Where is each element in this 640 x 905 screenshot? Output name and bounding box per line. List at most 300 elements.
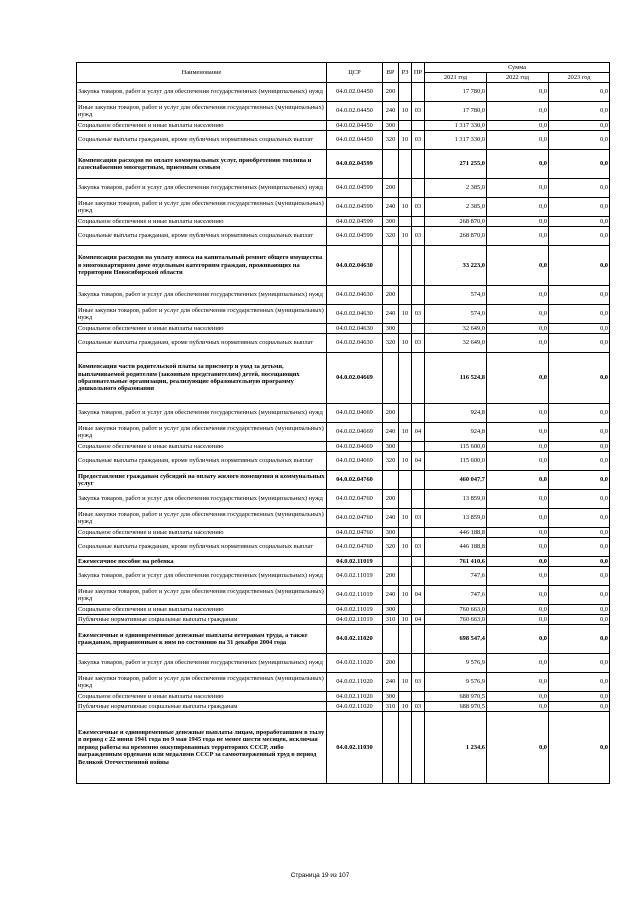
cell-name: Социальное обеспечение и иные выплаты населению — [77, 528, 327, 538]
table-row — [77, 452, 610, 471]
cell-csr: 04.0.02.11020 — [327, 625, 383, 654]
table-row — [77, 538, 610, 557]
cell-rz — [399, 246, 412, 286]
header-year-2023: 2023 год — [549, 73, 610, 83]
table-row — [77, 692, 610, 702]
cell-sum-2021: 268 870,0 — [425, 217, 487, 227]
cell-pr: 03 — [412, 538, 425, 557]
cell-csr: 04.0.02.04450 — [327, 102, 383, 121]
cell-sum-2022: 0,0 — [487, 404, 549, 423]
table-row — [77, 131, 610, 150]
cell-name: Социальные выплаты гражданам, кроме публичных нормативных социальных выплат — [77, 227, 327, 246]
cell-sum-2022: 0,0 — [487, 334, 549, 353]
cell-sum-2021: 33 223,0 — [425, 246, 487, 286]
cell-pr: 04 — [412, 423, 425, 442]
cell-sum-2023: 0,0 — [549, 605, 610, 615]
cell-name: Социальные выплаты гражданам, кроме публичных нормативных социальных выплат — [77, 334, 327, 353]
cell-sum-2022: 0,0 — [487, 528, 549, 538]
cell-sum-2022: 0,0 — [487, 557, 549, 567]
cell-csr: 04.0.02.04760 — [327, 490, 383, 509]
table-body — [77, 83, 610, 784]
cell-name: Социальное обеспечение и иные выплаты населению — [77, 217, 327, 227]
cell-sum-2023: 0,0 — [549, 217, 610, 227]
cell-sum-2023: 0,0 — [549, 509, 610, 528]
cell-rz — [399, 605, 412, 615]
cell-vr: 240 — [383, 102, 399, 121]
table-row — [77, 625, 610, 654]
cell-rz: 10 — [399, 452, 412, 471]
cell-name: Социальные выплаты гражданам, кроме публичных нормативных социальных выплат — [77, 131, 327, 150]
cell-rz: 10 — [399, 702, 412, 712]
cell-sum-2022: 0,0 — [487, 83, 549, 102]
page-number-footer: Страница 19 из 107 — [290, 872, 350, 879]
cell-pr: 03 — [412, 509, 425, 528]
header-rz: РЗ — [399, 63, 412, 83]
cell-pr — [412, 442, 425, 452]
cell-sum-2021: 115 600,0 — [425, 442, 487, 452]
cell-vr: 200 — [383, 404, 399, 423]
header-pr: ПР — [412, 63, 425, 83]
cell-vr: 200 — [383, 654, 399, 673]
cell-name: Публичные нормативные социальные выплаты гражданам — [77, 702, 327, 712]
table-row — [77, 471, 610, 490]
cell-csr: 04.0.02.04450 — [327, 83, 383, 102]
cell-name: Социальные выплаты гражданам, кроме публичных нормативных социальных выплат — [77, 452, 327, 471]
cell-sum-2022: 0,0 — [487, 673, 549, 692]
cell-sum-2022: 0,0 — [487, 353, 549, 404]
cell-name: Предоставление гражданам субсидий на оплату жилого помещения и коммунальных услуг — [77, 471, 327, 490]
table-row — [77, 702, 610, 712]
cell-pr: 04 — [412, 452, 425, 471]
table-row — [77, 423, 610, 442]
cell-rz — [399, 179, 412, 198]
cell-pr: 03 — [412, 673, 425, 692]
cell-pr — [412, 625, 425, 654]
cell-csr: 04.0.02.11019 — [327, 586, 383, 605]
cell-csr: 04.0.02.04599 — [327, 198, 383, 217]
table-row — [77, 490, 610, 509]
cell-sum-2022: 0,0 — [487, 121, 549, 131]
cell-rz — [399, 353, 412, 404]
cell-rz — [399, 692, 412, 702]
cell-sum-2022: 0,0 — [487, 217, 549, 227]
cell-rz: 10 — [399, 131, 412, 150]
cell-csr: 04.0.02.04760 — [327, 471, 383, 490]
cell-csr: 04.0.02.04630 — [327, 334, 383, 353]
cell-sum-2021: 9 576,9 — [425, 673, 487, 692]
cell-pr — [412, 557, 425, 567]
cell-vr — [383, 557, 399, 567]
cell-rz: 10 — [399, 673, 412, 692]
cell-name: Публичные нормативные социальные выплаты гражданам — [77, 615, 327, 625]
cell-sum-2022: 0,0 — [487, 150, 549, 179]
cell-sum-2021: 271 255,0 — [425, 150, 487, 179]
cell-sum-2021: 13 859,0 — [425, 490, 487, 509]
cell-csr: 04.0.02.04630 — [327, 286, 383, 305]
cell-sum-2022: 0,0 — [487, 654, 549, 673]
cell-sum-2021: 924,8 — [425, 404, 487, 423]
cell-csr: 04.0.02.04760 — [327, 538, 383, 557]
cell-sum-2023: 0,0 — [549, 227, 610, 246]
cell-sum-2022: 0,0 — [487, 692, 549, 702]
cell-pr: 03 — [412, 702, 425, 712]
cell-sum-2022: 0,0 — [487, 324, 549, 334]
cell-csr: 04.0.02.04669 — [327, 353, 383, 404]
table-row — [77, 305, 610, 324]
cell-vr — [383, 246, 399, 286]
cell-name: Иные закупки товаров, работ и услуг для обеспечения государственных (муниципальных) нужд — [77, 198, 327, 217]
cell-sum-2021: 116 524,8 — [425, 353, 487, 404]
cell-sum-2021: 688 970,5 — [425, 692, 487, 702]
cell-vr: 300 — [383, 324, 399, 334]
table-row — [77, 567, 610, 586]
cell-sum-2021: 760 663,0 — [425, 605, 487, 615]
cell-vr: 300 — [383, 217, 399, 227]
cell-name: Социальное обеспечение и иные выплаты населению — [77, 605, 327, 615]
table-row — [77, 102, 610, 121]
cell-sum-2021: 2 385,0 — [425, 179, 487, 198]
table-row — [77, 324, 610, 334]
header-vr: ВР — [383, 63, 399, 83]
cell-vr: 240 — [383, 305, 399, 324]
cell-pr — [412, 121, 425, 131]
cell-vr: 200 — [383, 490, 399, 509]
cell-sum-2023: 0,0 — [549, 324, 610, 334]
cell-vr: 320 — [383, 538, 399, 557]
cell-name: Иные закупки товаров, работ и услуг для обеспечения государственных (муниципальных) нужд — [77, 423, 327, 442]
cell-sum-2021: 574,0 — [425, 305, 487, 324]
header-year-2022: 2022 год — [487, 73, 549, 83]
cell-sum-2023: 0,0 — [549, 490, 610, 509]
cell-vr: 320 — [383, 334, 399, 353]
cell-pr — [412, 286, 425, 305]
header-sum: Сумма — [425, 63, 610, 73]
cell-rz — [399, 324, 412, 334]
cell-vr: 240 — [383, 509, 399, 528]
cell-sum-2022: 0,0 — [487, 423, 549, 442]
cell-vr — [383, 712, 399, 784]
cell-pr: 03 — [412, 305, 425, 324]
cell-sum-2021: 268 870,0 — [425, 227, 487, 246]
cell-csr: 04.0.02.04450 — [327, 131, 383, 150]
cell-sum-2021: 698 547,4 — [425, 625, 487, 654]
cell-vr: 320 — [383, 131, 399, 150]
table-row — [77, 150, 610, 179]
cell-name: Ежемесячные и единовременные денежные выплаты лицам, проработавшим в тылу в период с 22 июня 1941 года по 9 мая 1945 года не менее шести месяцев, исключая период работы на временно оккупированных территориях СССР, либо награжденным орденами или медалями СССР за самоотверженный труд в период Великой Отечественной войны — [77, 712, 327, 784]
cell-vr: 300 — [383, 605, 399, 615]
cell-csr: 04.0.02.04760 — [327, 528, 383, 538]
cell-sum-2023: 0,0 — [549, 586, 610, 605]
cell-sum-2021: 747,6 — [425, 567, 487, 586]
cell-sum-2021: 13 859,0 — [425, 509, 487, 528]
cell-name: Социальные выплаты гражданам, кроме публичных нормативных социальных выплат — [77, 538, 327, 557]
cell-vr: 200 — [383, 83, 399, 102]
cell-vr — [383, 625, 399, 654]
cell-sum-2023: 0,0 — [549, 712, 610, 784]
cell-name: Ежемесячные и единовременные денежные выплаты ветеранам труда, а также гражданам, приравненным к ним по состоянию на 31 декабря 2004 года — [77, 625, 327, 654]
cell-name: Закупка товаров, работ и услуг для обеспечения государственных (муниципальных) нужд — [77, 179, 327, 198]
cell-sum-2021: 32 649,0 — [425, 334, 487, 353]
cell-sum-2023: 0,0 — [549, 702, 610, 712]
cell-pr: 04 — [412, 586, 425, 605]
cell-pr — [412, 217, 425, 227]
cell-rz — [399, 567, 412, 586]
cell-rz: 10 — [399, 423, 412, 442]
cell-sum-2023: 0,0 — [549, 442, 610, 452]
cell-name: Закупка товаров, работ и услуг для обеспечения государственных (муниципальных) нужд — [77, 286, 327, 305]
table-row — [77, 605, 610, 615]
cell-sum-2022: 0,0 — [487, 509, 549, 528]
cell-name: Компенсация расходов на уплату взноса на капитальный ремонт общего имущества в многоквартирном доме отдельным категориям граждан, проживающих на территории Новосибирской области — [77, 246, 327, 286]
cell-rz: 10 — [399, 509, 412, 528]
cell-name: Закупка товаров, работ и услуг для обеспечения государственных (муниципальных) нужд — [77, 490, 327, 509]
budget-table — [76, 62, 610, 784]
cell-csr: 04.0.02.04669 — [327, 442, 383, 452]
table-row — [77, 246, 610, 286]
cell-csr: 04.0.02.11019 — [327, 557, 383, 567]
cell-name: Иные закупки товаров, работ и услуг для обеспечения государственных (муниципальных) нужд — [77, 509, 327, 528]
cell-sum-2023: 0,0 — [549, 673, 610, 692]
cell-name: Иные закупки товаров, работ и услуг для обеспечения государственных (муниципальных) нужд — [77, 102, 327, 121]
cell-csr: 04.0.02.04669 — [327, 452, 383, 471]
cell-name: Социальное обеспечение и иные выплаты населению — [77, 324, 327, 334]
cell-rz — [399, 83, 412, 102]
cell-csr: 04.0.02.11020 — [327, 692, 383, 702]
table-row — [77, 615, 610, 625]
cell-vr: 200 — [383, 179, 399, 198]
cell-vr: 240 — [383, 586, 399, 605]
cell-csr: 04.0.02.04630 — [327, 324, 383, 334]
cell-csr: 04.0.02.11019 — [327, 605, 383, 615]
cell-vr: 300 — [383, 692, 399, 702]
cell-name: Компенсация части родительской платы за присмотр и уход за детьми, выплачиваемой родителям (законным представителям) детей, посещающих образовательные организации, реализующие образовательную программу дошкольного образования — [77, 353, 327, 404]
cell-sum-2023: 0,0 — [549, 452, 610, 471]
cell-rz: 10 — [399, 538, 412, 557]
cell-sum-2021: 2 385,0 — [425, 198, 487, 217]
cell-sum-2023: 0,0 — [549, 528, 610, 538]
cell-sum-2023: 0,0 — [549, 692, 610, 702]
cell-sum-2022: 0,0 — [487, 615, 549, 625]
cell-sum-2023: 0,0 — [549, 404, 610, 423]
cell-sum-2021: 17 780,0 — [425, 102, 487, 121]
cell-sum-2023: 0,0 — [549, 83, 610, 102]
cell-pr — [412, 150, 425, 179]
cell-sum-2021: 574,0 — [425, 286, 487, 305]
cell-sum-2023: 0,0 — [549, 334, 610, 353]
cell-name: Закупка товаров, работ и услуг для обеспечения государственных (муниципальных) нужд — [77, 83, 327, 102]
table-row — [77, 557, 610, 567]
cell-sum-2023: 0,0 — [549, 567, 610, 586]
cell-sum-2022: 0,0 — [487, 538, 549, 557]
cell-sum-2022: 0,0 — [487, 131, 549, 150]
cell-pr: 04 — [412, 615, 425, 625]
cell-rz — [399, 286, 412, 305]
cell-sum-2022: 0,0 — [487, 471, 549, 490]
cell-sum-2021: 688 970,5 — [425, 702, 487, 712]
cell-sum-2021: 1 234,6 — [425, 712, 487, 784]
cell-sum-2023: 0,0 — [549, 615, 610, 625]
cell-sum-2021: 760 663,0 — [425, 615, 487, 625]
header-year-2021: 2021 год — [425, 73, 487, 83]
cell-vr — [383, 353, 399, 404]
cell-vr: 320 — [383, 227, 399, 246]
cell-pr — [412, 712, 425, 784]
table-row — [77, 404, 610, 423]
cell-vr: 300 — [383, 121, 399, 131]
cell-name: Социальное обеспечение и иные выплаты населению — [77, 692, 327, 702]
cell-rz: 10 — [399, 102, 412, 121]
cell-csr: 04.0.02.04669 — [327, 404, 383, 423]
cell-name: Иные закупки товаров, работ и услуг для обеспечения государственных (муниципальных) нужд — [77, 673, 327, 692]
cell-sum-2022: 0,0 — [487, 227, 549, 246]
cell-vr: 300 — [383, 528, 399, 538]
cell-rz — [399, 654, 412, 673]
cell-rz: 10 — [399, 334, 412, 353]
table-row — [77, 712, 610, 784]
cell-sum-2022: 0,0 — [487, 567, 549, 586]
table-row — [77, 654, 610, 673]
cell-csr: 04.0.02.04599 — [327, 217, 383, 227]
table-row — [77, 179, 610, 198]
cell-rz — [399, 471, 412, 490]
cell-csr: 04.0.02.04630 — [327, 246, 383, 286]
cell-sum-2023: 0,0 — [549, 557, 610, 567]
cell-pr — [412, 692, 425, 702]
cell-sum-2023: 0,0 — [549, 246, 610, 286]
cell-rz: 10 — [399, 586, 412, 605]
cell-vr: 240 — [383, 673, 399, 692]
cell-sum-2022: 0,0 — [487, 102, 549, 121]
cell-pr — [412, 490, 425, 509]
cell-pr — [412, 404, 425, 423]
cell-sum-2023: 0,0 — [549, 471, 610, 490]
cell-sum-2021: 9 576,9 — [425, 654, 487, 673]
cell-csr: 04.0.02.04630 — [327, 305, 383, 324]
cell-sum-2023: 0,0 — [549, 353, 610, 404]
cell-name: Иные закупки товаров, работ и услуг для обеспечения государственных (муниципальных) нужд — [77, 305, 327, 324]
cell-pr — [412, 567, 425, 586]
header-name: Наименование — [77, 63, 327, 83]
cell-sum-2023: 0,0 — [549, 198, 610, 217]
table-row — [77, 121, 610, 131]
cell-vr — [383, 471, 399, 490]
cell-sum-2022: 0,0 — [487, 246, 549, 286]
cell-sum-2023: 0,0 — [549, 654, 610, 673]
table-row — [77, 198, 610, 217]
table-row — [77, 217, 610, 227]
cell-sum-2021: 747,6 — [425, 586, 487, 605]
cell-csr: 04.0.02.04760 — [327, 509, 383, 528]
cell-pr: 03 — [412, 334, 425, 353]
cell-sum-2022: 0,0 — [487, 198, 549, 217]
cell-pr: 03 — [412, 227, 425, 246]
cell-name: Компенсация расходов по оплате коммунальных услуг, приобретению топлива и газоснабжению многодетным, приемным семьям — [77, 150, 327, 179]
cell-sum-2022: 0,0 — [487, 712, 549, 784]
cell-name: Социальное обеспечение и иные выплаты населению — [77, 121, 327, 131]
cell-rz — [399, 528, 412, 538]
cell-vr — [383, 150, 399, 179]
cell-name: Иные закупки товаров, работ и услуг для обеспечения государственных (муниципальных) нужд — [77, 586, 327, 605]
cell-rz — [399, 557, 412, 567]
table-row — [77, 586, 610, 605]
cell-sum-2021: 924,8 — [425, 423, 487, 442]
cell-sum-2023: 0,0 — [549, 305, 610, 324]
cell-rz — [399, 625, 412, 654]
cell-rz: 10 — [399, 227, 412, 246]
cell-sum-2021: 1 317 330,0 — [425, 131, 487, 150]
cell-sum-2021: 17 780,0 — [425, 83, 487, 102]
cell-sum-2023: 0,0 — [549, 121, 610, 131]
cell-sum-2023: 0,0 — [549, 102, 610, 121]
cell-pr — [412, 471, 425, 490]
cell-sum-2023: 0,0 — [549, 538, 610, 557]
cell-vr: 300 — [383, 442, 399, 452]
cell-pr — [412, 528, 425, 538]
table-row — [77, 83, 610, 102]
table-row — [77, 528, 610, 538]
table-row — [77, 442, 610, 452]
cell-sum-2021: 115 600,0 — [425, 452, 487, 471]
table-row — [77, 509, 610, 528]
cell-vr: 310 — [383, 702, 399, 712]
cell-csr: 04.0.02.11020 — [327, 702, 383, 712]
cell-sum-2021: 446 188,8 — [425, 538, 487, 557]
cell-sum-2023: 0,0 — [549, 131, 610, 150]
cell-csr: 04.0.02.04450 — [327, 121, 383, 131]
cell-sum-2022: 0,0 — [487, 702, 549, 712]
table-row — [77, 227, 610, 246]
cell-pr — [412, 605, 425, 615]
cell-name: Закупка товаров, работ и услуг для обеспечения государственных (муниципальных) нужд — [77, 654, 327, 673]
cell-sum-2022: 0,0 — [487, 305, 549, 324]
cell-name: Закупка товаров, работ и услуг для обеспечения государственных (муниципальных) нужд — [77, 567, 327, 586]
cell-pr — [412, 246, 425, 286]
cell-rz — [399, 150, 412, 179]
cell-rz: 10 — [399, 615, 412, 625]
cell-name: Социальное обеспечение и иные выплаты населению — [77, 442, 327, 452]
header-csr: ЦСР — [327, 63, 383, 83]
cell-sum-2022: 0,0 — [487, 286, 549, 305]
cell-sum-2022: 0,0 — [487, 442, 549, 452]
cell-csr: 04.0.02.11019 — [327, 615, 383, 625]
cell-sum-2023: 0,0 — [549, 423, 610, 442]
table-row — [77, 353, 610, 404]
cell-rz: 10 — [399, 198, 412, 217]
cell-sum-2021: 460 047,7 — [425, 471, 487, 490]
cell-pr: 03 — [412, 131, 425, 150]
cell-sum-2022: 0,0 — [487, 490, 549, 509]
cell-vr: 320 — [383, 452, 399, 471]
cell-csr: 04.0.02.11019 — [327, 567, 383, 586]
cell-pr: 03 — [412, 102, 425, 121]
cell-pr — [412, 654, 425, 673]
cell-vr: 310 — [383, 615, 399, 625]
cell-sum-2022: 0,0 — [487, 625, 549, 654]
cell-sum-2021: 761 410,6 — [425, 557, 487, 567]
cell-csr: 04.0.02.04599 — [327, 227, 383, 246]
cell-pr — [412, 324, 425, 334]
cell-csr: 04.0.02.11020 — [327, 654, 383, 673]
cell-csr: 04.0.02.04599 — [327, 150, 383, 179]
cell-pr — [412, 83, 425, 102]
cell-rz — [399, 404, 412, 423]
cell-name: Закупка товаров, работ и услуг для обеспечения государственных (муниципальных) нужд — [77, 404, 327, 423]
cell-vr: 200 — [383, 286, 399, 305]
cell-name: Ежемесячное пособие на ребенка — [77, 557, 327, 567]
table-row — [77, 286, 610, 305]
cell-sum-2023: 0,0 — [549, 286, 610, 305]
cell-sum-2022: 0,0 — [487, 586, 549, 605]
